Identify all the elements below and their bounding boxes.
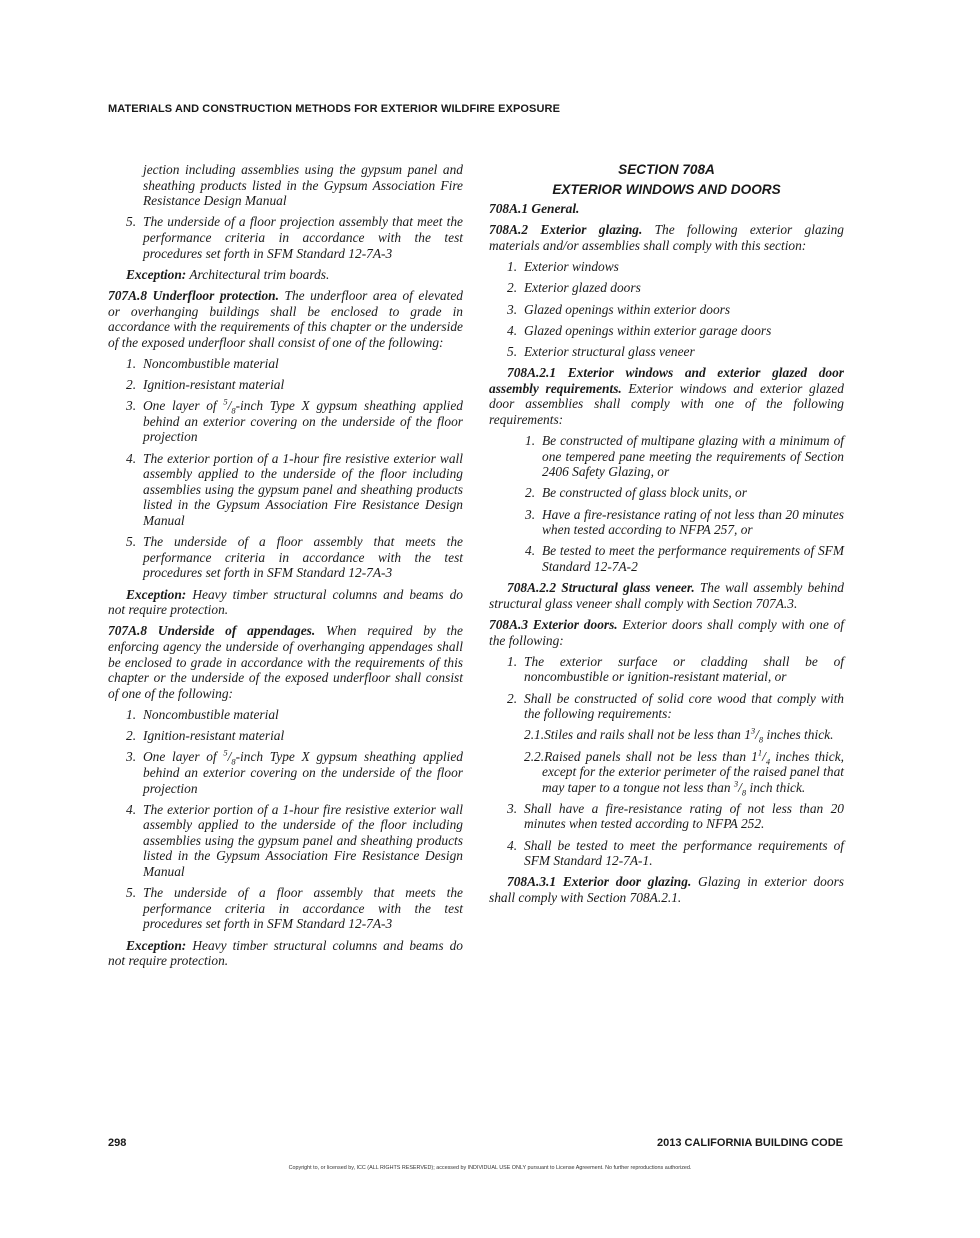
paragraph (108, 288, 463, 350)
text-run: Exterior glazed doors (524, 280, 641, 296)
list-item (489, 691, 844, 722)
list-number: 4. (525, 543, 536, 559)
text-run: Exterior windows and exterior glazed door assemblies shall comply with one of the following requirements: (489, 380, 844, 427)
text-run: Heavy timber structural columns and beams do not require protection. (108, 937, 463, 969)
list-number: 2. (507, 690, 518, 706)
list-number: 3. (507, 301, 518, 317)
paragraph (108, 267, 463, 283)
list-item (108, 885, 463, 932)
paragraph (489, 874, 844, 905)
text-run: -inch Type X gypsum sheathing applied behind an exterior covering on the underside of the floor projection (143, 398, 463, 445)
list-number: 5. (507, 343, 518, 359)
text-run: jection including assemblies using the gypsum panel and sheathing products listed in the Gypsum Association Fire Resistance Design Manual (143, 162, 463, 209)
text-run: Noncombustible material (143, 706, 279, 722)
text-run: Exterior windows (524, 259, 619, 275)
text-run: Glazing in exterior doors shall comply with Section 708A.2.1. (489, 874, 844, 906)
list-item (108, 707, 463, 723)
list-number: 1. (507, 259, 518, 275)
text-run: The exterior surface or cladding shall be of noncombustible or ignition-resistant material, or (524, 653, 844, 685)
run-in-heading: 708A.2.1 Exterior windows and exterior glazed door assembly requirements. (489, 365, 844, 396)
text-run: Be constructed of multipane glazing with a minimum of one tempered pane meeting the requirements of Section 2406 Safety Glazing, or (542, 433, 844, 480)
text-run: Raised panels shall not be less than 1 (544, 748, 758, 764)
section-heading (489, 182, 844, 198)
list-number: 1. (126, 706, 137, 722)
fraction-part: 8 (231, 405, 236, 416)
fraction-part: 5 (223, 396, 228, 407)
list-item (108, 398, 463, 445)
paragraph (489, 201, 844, 217)
run-in-heading: 707A.8 Underside of appendages. (108, 623, 316, 639)
text-run: Glazed openings within exterior garage doors (524, 322, 772, 338)
list-number: 2. (126, 377, 137, 393)
text-run: inches thick, except for the exterior perimeter of the raised panel that may taper to a tongue not less than (542, 748, 844, 795)
paragraph (108, 623, 463, 701)
run-in-heading: 708A.3.1 Exterior door glazing. (507, 874, 692, 890)
run-in-heading: 708A.2.2 Structural glass veneer. (507, 580, 695, 596)
running-header: MATERIALS AND CONSTRUCTION METHODS FOR EXTERIOR WILDFIRE EXPOSURE (108, 103, 561, 115)
list-item (108, 214, 463, 261)
list-item (489, 654, 844, 685)
fraction-part: 8 (741, 787, 747, 798)
copyright-notice: Copyright to, or licensed by, ICC (ALL RIGHTS RESERVED); accessed by INDIVIDUAL USE ONLY pursuant to License Agreement. No further reproductions authorized. (288, 1165, 692, 1171)
section-heading (489, 162, 844, 178)
text-run: Shall have a fire-resistance rating of not less than 20 minutes when tested according to NFPA 252. (524, 800, 844, 832)
list-number: 5. (126, 534, 137, 550)
paragraph (489, 365, 844, 427)
text-run: The underside of a floor assembly that meets the performance criteria in accordance with the test procedures set forth in SFM Standard 12-7A-3 (143, 885, 463, 932)
list-item (489, 259, 844, 275)
list-number: 5. (126, 214, 137, 230)
list-item (489, 838, 844, 869)
text-run: The underside of a floor assembly that meets the performance criteria in accordance with the test procedures set forth in SFM Standard 12-7A-3 (143, 534, 463, 581)
paragraph (108, 162, 463, 209)
list-number: 1. (126, 355, 137, 371)
run-in-heading: 707A.8 Underfloor protection. (108, 287, 279, 303)
list-item (489, 507, 844, 538)
page-number: 298 (108, 1137, 127, 1149)
text-run: The exterior portion of a 1-hour fire resistive exterior wall assembly applied to the underside of the floor including assemblies using the gypsum panel and sheathing products listed in the Gypsum Association Fire Resistance Design Manual (143, 801, 463, 880)
paragraph (489, 580, 844, 611)
list-number: 3. (507, 800, 518, 816)
text-run: The exterior portion of a 1-hour fire resistive exterior wall assembly applied to the underside of the floor including assemblies using the gypsum panel and sheathing products listed in the Gypsum Association Fire Resistance Design Manual (143, 450, 463, 529)
text-run: Be constructed of glass block units, or (542, 485, 747, 501)
list-number: 1. (507, 653, 518, 669)
fraction-part: 3 (750, 725, 756, 736)
run-in-heading: 708A.2 Exterior glazing. (489, 222, 643, 238)
text-run: Architectural trim boards. (186, 266, 330, 282)
list-number: 1. (525, 433, 536, 449)
text-run: -inch Type X gypsum sheathing applied behind an exterior covering on the underside of the floor projection (143, 749, 463, 796)
list-number: 5. (126, 885, 137, 901)
list-number: 3. (126, 749, 137, 765)
text-run: / (227, 749, 232, 765)
text-run: The underside of a floor projection assembly that meet the performance criteria in accordance with the test procedures set forth in SFM Standard 12-7A-3 (143, 214, 463, 261)
list-item (489, 801, 844, 832)
run-in-heading: Exception: (126, 266, 187, 282)
list-item (489, 280, 844, 296)
fraction-part: 8 (758, 734, 764, 745)
right-column (489, 162, 844, 911)
list-item (489, 543, 844, 574)
list-item (108, 802, 463, 880)
list-number: 4. (507, 322, 518, 338)
text-run: One layer of (143, 398, 224, 414)
paragraph (108, 587, 463, 618)
list-item (108, 377, 463, 393)
list-number: 4. (507, 837, 518, 853)
text-run: inch thick. (746, 779, 806, 795)
text-run: The underfloor area of elevated or overhanging buildings shall be enclosed to grade in accordance with the requirements of this chapter or the underside of the exposed underfloor shall consist of one of the following: (108, 287, 463, 350)
paragraph (489, 617, 844, 648)
run-in-heading: 708A.1 General. (489, 201, 580, 217)
text-run: inches thick. (763, 727, 834, 743)
text-run: / (738, 779, 742, 795)
book-title: 2013 CALIFORNIA BUILDING CODE (656, 1137, 843, 1149)
list-item (108, 749, 463, 796)
list-number: 2. (507, 280, 518, 296)
list-number: 2.1. (524, 727, 545, 743)
text-run: The following exterior glazing materials and/or assemblies shall comply with this section: (489, 222, 844, 253)
text-run: Exterior doors shall comply with one of the following: (489, 616, 844, 648)
text-run: One layer of (143, 749, 224, 765)
list-item (489, 485, 844, 501)
list-number: 2. (126, 728, 137, 744)
text-run: Ignition-resistant material (143, 377, 285, 393)
text-run: / (762, 748, 766, 764)
list-item (108, 356, 463, 372)
list-number: 4. (126, 801, 137, 817)
text-run: Have a fire-resistance rating of not less than 20 minutes when tested according to NFPA 257, or (542, 506, 844, 538)
fraction-part: 5 (223, 747, 228, 758)
text-run: When required by the enforcing agency the underside of overhanging appendages shall be enclosed to grade in accordance with the requirements of this chapter or the underside of the exposed underfloor shall consist of one of the following: (108, 623, 463, 701)
list-item (108, 534, 463, 581)
list-number: 3. (126, 398, 137, 414)
text-run: EXTERIOR WINDOWS AND DOORS (552, 181, 781, 197)
paragraph (489, 222, 844, 253)
list-number: 2. (525, 485, 536, 501)
text-run: Noncombustible material (143, 355, 279, 371)
text-run: / (227, 398, 232, 414)
text-run: Stiles and rails shall not be less than 1 (544, 727, 751, 743)
run-in-heading: 708A.3 Exterior doors. (489, 616, 618, 632)
text-run: Heavy timber structural columns and beams do not require protection. (108, 586, 463, 618)
list-item (108, 451, 463, 529)
text-run: Shall be tested to meet the performance requirements of SFM Standard 12-7A-1. (524, 837, 844, 869)
list-item (489, 433, 844, 480)
text-run: Glazed openings within exterior doors (524, 301, 731, 317)
paragraph (108, 938, 463, 969)
text-run: Shall be constructed of solid core wood that comply with the following requirements: (524, 690, 844, 722)
text-run: SECTION 708A (618, 162, 715, 177)
list-number: 2.2. (524, 748, 545, 764)
list-item (489, 323, 844, 339)
fraction-part: 4 (765, 756, 771, 767)
list-item (489, 727, 844, 743)
text-run: Be tested to meet the performance requirements of SFM Standard 12-7A-2 (542, 543, 844, 574)
list-item (489, 344, 844, 360)
text-run: Exterior structural glass veneer (524, 343, 695, 359)
fraction-part: 1 (757, 747, 763, 758)
run-in-heading: Exception: (126, 586, 187, 602)
text-run: / (755, 727, 759, 743)
text-run: The wall assembly behind structural glass veneer shall comply with Section 707A.3. (489, 580, 844, 611)
left-column (108, 162, 463, 974)
list-item (489, 749, 844, 796)
list-number: 4. (126, 450, 137, 466)
text-run: Ignition-resistant material (143, 728, 285, 744)
fraction-part: 8 (231, 756, 236, 767)
fraction-part: 3 (733, 778, 739, 789)
list-number: 3. (525, 506, 536, 522)
list-item (489, 302, 844, 318)
run-in-heading: Exception: (126, 937, 187, 953)
list-item (108, 728, 463, 744)
